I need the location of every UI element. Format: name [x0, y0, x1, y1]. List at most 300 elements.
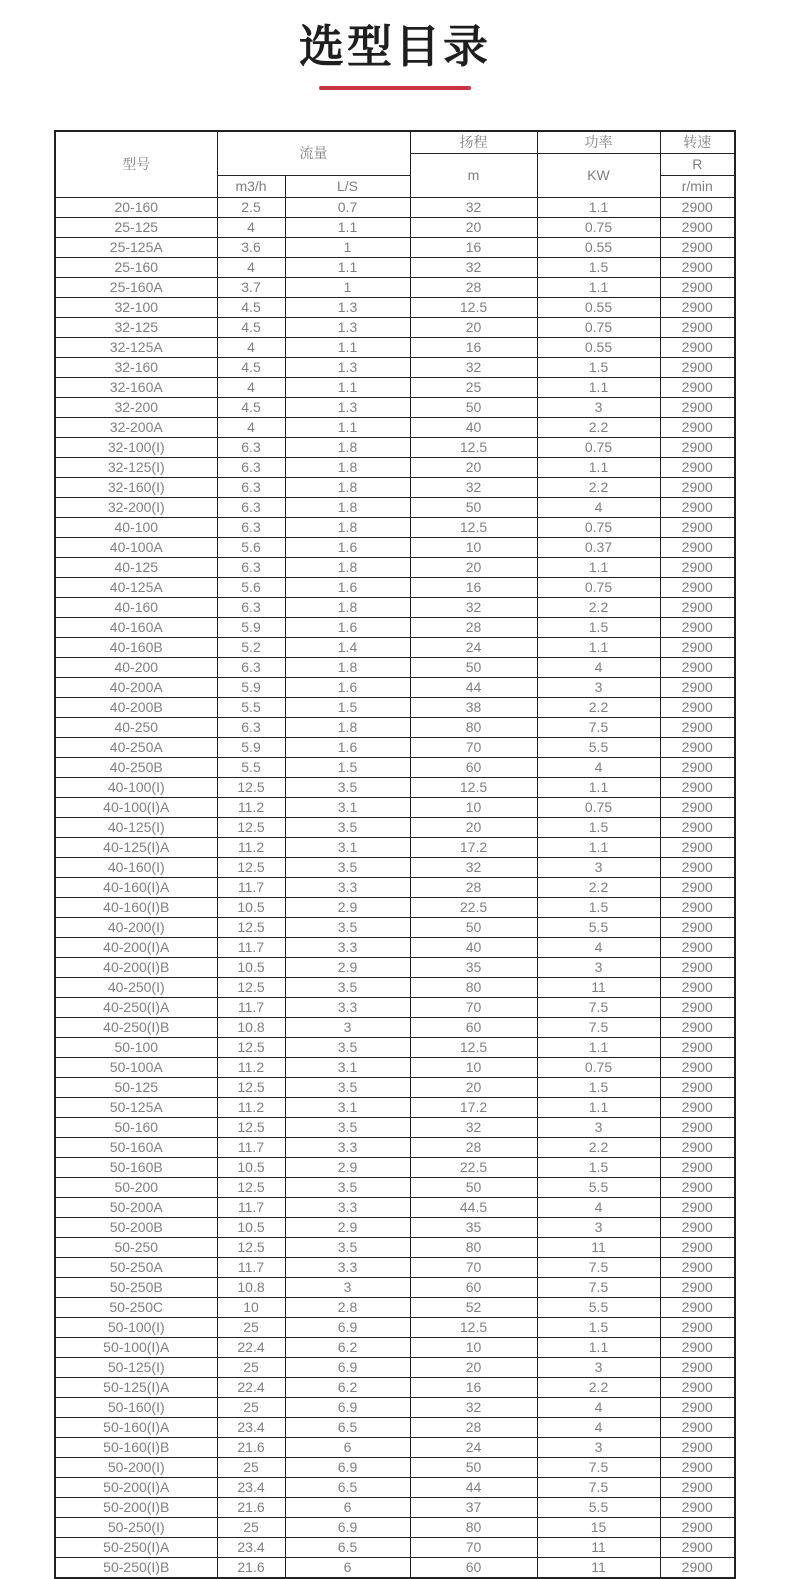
table-row: [55, 1398, 735, 1418]
table-row: [55, 1118, 735, 1138]
speed-cell: 2900: [660, 658, 735, 678]
speed-cell: 2900: [660, 978, 735, 998]
power-cell: 1.5: [537, 618, 660, 638]
flow-m3h-cell: 3.6: [217, 238, 285, 258]
speed-cell: 2900: [660, 1058, 735, 1078]
power-cell: 0.75: [537, 518, 660, 538]
table-row: [55, 798, 735, 818]
model-cell: 40-125A: [55, 578, 217, 598]
speed-cell: 2900: [660, 698, 735, 718]
model-cell: 32-125: [55, 318, 217, 338]
flow-ls-cell: 1.3: [285, 318, 410, 338]
speed-cell: 2900: [660, 478, 735, 498]
flow-m3h-cell: 23.4: [217, 1418, 285, 1438]
flow-ls-cell: 6: [285, 1558, 410, 1579]
flow-ls-cell: 3: [285, 1018, 410, 1038]
head-cell: 70: [410, 1538, 537, 1558]
speed-cell: 2900: [660, 1298, 735, 1318]
head-cell: 20: [410, 818, 537, 838]
table-row: [55, 718, 735, 738]
header-speed-r: R: [660, 154, 735, 176]
power-cell: 3: [537, 1118, 660, 1138]
power-cell: 1.1: [537, 378, 660, 398]
power-cell: 1.1: [537, 278, 660, 298]
head-cell: 24: [410, 638, 537, 658]
head-cell: 32: [410, 198, 537, 218]
flow-m3h-cell: 4.5: [217, 318, 285, 338]
power-cell: 0.75: [537, 218, 660, 238]
flow-ls-cell: 1: [285, 238, 410, 258]
table-row: [55, 398, 735, 418]
flow-ls-cell: 3.5: [285, 1178, 410, 1198]
flow-ls-cell: 1.1: [285, 378, 410, 398]
flow-m3h-cell: 23.4: [217, 1538, 285, 1558]
head-cell: 16: [410, 578, 537, 598]
power-cell: 0.55: [537, 298, 660, 318]
head-cell: 12.5: [410, 438, 537, 458]
power-cell: 1.5: [537, 258, 660, 278]
flow-ls-cell: 6.2: [285, 1338, 410, 1358]
table-row: [55, 1218, 735, 1238]
header-speed: 转速: [660, 131, 735, 154]
table-row: [55, 478, 735, 498]
flow-ls-cell: 1.6: [285, 738, 410, 758]
flow-ls-cell: 3.5: [285, 978, 410, 998]
flow-m3h-cell: 21.6: [217, 1498, 285, 1518]
head-cell: 32: [410, 1398, 537, 1418]
speed-cell: 2900: [660, 1238, 735, 1258]
head-cell: 44: [410, 678, 537, 698]
flow-m3h-cell: 2.5: [217, 198, 285, 218]
speed-cell: 2900: [660, 1018, 735, 1038]
speed-cell: 2900: [660, 798, 735, 818]
speed-cell: 2900: [660, 778, 735, 798]
model-cell: 40-125(I): [55, 818, 217, 838]
model-cell: 50-250B: [55, 1278, 217, 1298]
flow-m3h-cell: 25: [217, 1518, 285, 1538]
model-cell: 40-125: [55, 558, 217, 578]
model-cell: 40-160: [55, 598, 217, 618]
head-cell: 35: [410, 1218, 537, 1238]
flow-ls-cell: 3: [285, 1278, 410, 1298]
flow-m3h-cell: 4: [217, 338, 285, 358]
flow-m3h-cell: 11.7: [217, 1198, 285, 1218]
model-cell: 50-250(I): [55, 1518, 217, 1538]
model-cell: 50-250(I)A: [55, 1538, 217, 1558]
model-cell: 25-125: [55, 218, 217, 238]
model-cell: 32-100(I): [55, 438, 217, 458]
flow-ls-cell: 6: [285, 1438, 410, 1458]
table-row: [55, 838, 735, 858]
head-cell: 50: [410, 498, 537, 518]
flow-ls-cell: 1.8: [285, 558, 410, 578]
table-row: [55, 658, 735, 678]
table-row: [55, 1178, 735, 1198]
speed-cell: 2900: [660, 858, 735, 878]
power-cell: 7.5: [537, 1478, 660, 1498]
model-cell: 32-125(I): [55, 458, 217, 478]
flow-m3h-cell: 4: [217, 418, 285, 438]
table-row: [55, 1478, 735, 1498]
power-cell: 5.5: [537, 738, 660, 758]
power-cell: 3: [537, 1358, 660, 1378]
table-row: [55, 518, 735, 538]
speed-cell: 2900: [660, 1378, 735, 1398]
flow-ls-cell: 3.3: [285, 938, 410, 958]
model-cell: 40-200A: [55, 678, 217, 698]
table-row: [55, 778, 735, 798]
flow-ls-cell: 3.3: [285, 998, 410, 1018]
model-cell: 50-200B: [55, 1218, 217, 1238]
table-row: [55, 238, 735, 258]
power-cell: 1.1: [537, 1038, 660, 1058]
flow-ls-cell: 1.8: [285, 438, 410, 458]
table-row: [55, 1418, 735, 1438]
head-cell: 60: [410, 1558, 537, 1579]
flow-m3h-cell: 11.2: [217, 1058, 285, 1078]
power-cell: 1.5: [537, 1158, 660, 1178]
power-cell: 4: [537, 1418, 660, 1438]
power-cell: 7.5: [537, 718, 660, 738]
flow-ls-cell: 3.3: [285, 1138, 410, 1158]
head-cell: 24: [410, 1438, 537, 1458]
flow-ls-cell: 1.8: [285, 458, 410, 478]
flow-m3h-cell: 6.3: [217, 458, 285, 478]
model-cell: 32-160: [55, 358, 217, 378]
power-cell: 4: [537, 498, 660, 518]
power-cell: 11: [537, 1558, 660, 1579]
model-cell: 40-160(I): [55, 858, 217, 878]
head-cell: 60: [410, 1278, 537, 1298]
head-cell: 12.5: [410, 1038, 537, 1058]
flow-ls-cell: 3.1: [285, 798, 410, 818]
flow-m3h-cell: 10.5: [217, 1218, 285, 1238]
flow-ls-cell: 3.5: [285, 1038, 410, 1058]
table-row: [55, 198, 735, 218]
header-model: 型号: [55, 131, 217, 198]
power-cell: 1.1: [537, 458, 660, 478]
power-cell: 1.5: [537, 358, 660, 378]
flow-ls-cell: 1.6: [285, 538, 410, 558]
flow-m3h-cell: 10.5: [217, 1158, 285, 1178]
power-cell: 11: [537, 978, 660, 998]
table-row: [55, 318, 735, 338]
table-row: [55, 738, 735, 758]
model-cell: 50-160(I)A: [55, 1418, 217, 1438]
table-row: [55, 1338, 735, 1358]
table-row: [55, 758, 735, 778]
flow-ls-cell: 1.8: [285, 718, 410, 738]
head-cell: 20: [410, 558, 537, 578]
speed-cell: 2900: [660, 1478, 735, 1498]
head-cell: 12.5: [410, 778, 537, 798]
power-cell: 15: [537, 1518, 660, 1538]
speed-cell: 2900: [660, 1318, 735, 1338]
model-cell: 50-125: [55, 1078, 217, 1098]
speed-cell: 2900: [660, 458, 735, 478]
model-cell: 40-250A: [55, 738, 217, 758]
flow-ls-cell: 1.5: [285, 698, 410, 718]
flow-ls-cell: 1.5: [285, 758, 410, 778]
table-row: [55, 418, 735, 438]
flow-m3h-cell: 22.4: [217, 1378, 285, 1398]
power-cell: 1.1: [537, 1098, 660, 1118]
flow-ls-cell: 3.5: [285, 1118, 410, 1138]
head-cell: 20: [410, 458, 537, 478]
flow-m3h-cell: 12.5: [217, 1078, 285, 1098]
model-cell: 50-200: [55, 1178, 217, 1198]
model-cell: 40-250B: [55, 758, 217, 778]
speed-cell: 2900: [660, 1358, 735, 1378]
power-cell: 11: [537, 1538, 660, 1558]
power-cell: 0.75: [537, 1058, 660, 1078]
head-cell: 25: [410, 378, 537, 398]
flow-m3h-cell: 4.5: [217, 398, 285, 418]
power-cell: 2.2: [537, 698, 660, 718]
model-cell: 40-100A: [55, 538, 217, 558]
flow-m3h-cell: 22.4: [217, 1338, 285, 1358]
table-row: [55, 638, 735, 658]
speed-cell: 2900: [660, 1558, 735, 1579]
flow-m3h-cell: 11.2: [217, 1098, 285, 1118]
speed-cell: 2900: [660, 758, 735, 778]
head-cell: 80: [410, 978, 537, 998]
model-cell: 50-200(I): [55, 1458, 217, 1478]
speed-cell: 2900: [660, 638, 735, 658]
speed-cell: 2900: [660, 1038, 735, 1058]
model-cell: 40-160A: [55, 618, 217, 638]
model-cell: 40-160(I)A: [55, 878, 217, 898]
flow-m3h-cell: 11.7: [217, 998, 285, 1018]
head-cell: 44: [410, 1478, 537, 1498]
head-cell: 38: [410, 698, 537, 718]
power-cell: 1.5: [537, 898, 660, 918]
flow-m3h-cell: 10.5: [217, 898, 285, 918]
speed-cell: 2900: [660, 998, 735, 1018]
table-row: [55, 1538, 735, 1558]
table-row: [55, 218, 735, 238]
power-cell: 1.1: [537, 558, 660, 578]
head-cell: 52: [410, 1298, 537, 1318]
power-cell: 2.2: [537, 878, 660, 898]
power-cell: 4: [537, 1398, 660, 1418]
power-cell: 0.75: [537, 798, 660, 818]
model-cell: 50-250: [55, 1238, 217, 1258]
speed-cell: 2900: [660, 1218, 735, 1238]
flow-m3h-cell: 3.7: [217, 278, 285, 298]
flow-m3h-cell: 5.6: [217, 578, 285, 598]
flow-ls-cell: 6.9: [285, 1518, 410, 1538]
power-cell: 1.1: [537, 1338, 660, 1358]
table-row: [55, 558, 735, 578]
model-cell: 40-250(I): [55, 978, 217, 998]
power-cell: 7.5: [537, 1258, 660, 1278]
flow-m3h-cell: 12.5: [217, 778, 285, 798]
head-cell: 50: [410, 398, 537, 418]
table-row: [55, 578, 735, 598]
flow-ls-cell: 6.9: [285, 1398, 410, 1418]
table-row: [55, 1298, 735, 1318]
head-cell: 10: [410, 538, 537, 558]
model-cell: 40-125(I)A: [55, 838, 217, 858]
flow-ls-cell: 1: [285, 278, 410, 298]
table-row: [55, 358, 735, 378]
model-cell: 50-100: [55, 1038, 217, 1058]
flow-m3h-cell: 21.6: [217, 1558, 285, 1579]
model-cell: 40-100(I): [55, 778, 217, 798]
speed-cell: 2900: [660, 538, 735, 558]
power-cell: 3: [537, 1218, 660, 1238]
head-cell: 28: [410, 1138, 537, 1158]
table-row: [55, 858, 735, 878]
speed-cell: 2900: [660, 1278, 735, 1298]
model-cell: 50-200(I)A: [55, 1478, 217, 1498]
flow-m3h-cell: 4.5: [217, 358, 285, 378]
speed-cell: 2900: [660, 1458, 735, 1478]
speed-cell: 2900: [660, 278, 735, 298]
table-row: [55, 258, 735, 278]
power-cell: 2.2: [537, 1378, 660, 1398]
table-row: [55, 1518, 735, 1538]
header-head: 扬程: [410, 131, 537, 154]
model-cell: 32-100: [55, 298, 217, 318]
power-cell: 2.2: [537, 1138, 660, 1158]
speed-cell: 2900: [660, 598, 735, 618]
flow-ls-cell: 3.5: [285, 1078, 410, 1098]
head-cell: 50: [410, 918, 537, 938]
table-row: [55, 698, 735, 718]
speed-cell: 2900: [660, 1258, 735, 1278]
speed-cell: 2900: [660, 258, 735, 278]
table-row: [55, 498, 735, 518]
flow-m3h-cell: 5.9: [217, 738, 285, 758]
flow-ls-cell: 1.1: [285, 338, 410, 358]
speed-cell: 2900: [660, 298, 735, 318]
flow-m3h-cell: 10.8: [217, 1018, 285, 1038]
model-cell: 50-250(I)B: [55, 1558, 217, 1579]
head-cell: 50: [410, 1178, 537, 1198]
model-cell: 50-250A: [55, 1258, 217, 1278]
flow-ls-cell: 1.1: [285, 258, 410, 278]
speed-cell: 2900: [660, 1098, 735, 1118]
flow-ls-cell: 1.8: [285, 658, 410, 678]
flow-m3h-cell: 21.6: [217, 1438, 285, 1458]
head-cell: 32: [410, 358, 537, 378]
flow-ls-cell: 3.5: [285, 858, 410, 878]
flow-m3h-cell: 12.5: [217, 1038, 285, 1058]
flow-m3h-cell: 6.3: [217, 438, 285, 458]
speed-cell: 2900: [660, 218, 735, 238]
head-cell: 12.5: [410, 518, 537, 538]
speed-cell: 2900: [660, 418, 735, 438]
flow-m3h-cell: 6.3: [217, 658, 285, 678]
flow-m3h-cell: 6.3: [217, 558, 285, 578]
head-cell: 12.5: [410, 298, 537, 318]
speed-cell: 2900: [660, 198, 735, 218]
head-cell: 12.5: [410, 1318, 537, 1338]
model-cell: 50-160(I): [55, 1398, 217, 1418]
power-cell: 0.37: [537, 538, 660, 558]
power-cell: 0.75: [537, 438, 660, 458]
speed-cell: 2900: [660, 1518, 735, 1538]
model-cell: 40-100: [55, 518, 217, 538]
flow-ls-cell: 3.5: [285, 818, 410, 838]
speed-cell: 2900: [660, 358, 735, 378]
model-cell: 32-160A: [55, 378, 217, 398]
flow-ls-cell: 1.6: [285, 578, 410, 598]
flow-ls-cell: 1.3: [285, 398, 410, 418]
head-cell: 32: [410, 258, 537, 278]
head-cell: 32: [410, 598, 537, 618]
head-cell: 20: [410, 218, 537, 238]
table-row: [55, 878, 735, 898]
flow-m3h-cell: 6.3: [217, 478, 285, 498]
power-cell: 0.75: [537, 578, 660, 598]
flow-ls-cell: 3.3: [285, 1198, 410, 1218]
head-cell: 50: [410, 658, 537, 678]
table-row: [55, 1458, 735, 1478]
power-cell: 4: [537, 758, 660, 778]
power-cell: 7.5: [537, 1458, 660, 1478]
speed-cell: 2900: [660, 1498, 735, 1518]
model-cell: 40-200(I)B: [55, 958, 217, 978]
power-cell: 7.5: [537, 1278, 660, 1298]
power-cell: 0.55: [537, 238, 660, 258]
table-row: [55, 1558, 735, 1579]
power-cell: 0.75: [537, 318, 660, 338]
head-cell: 28: [410, 878, 537, 898]
table-row: [55, 978, 735, 998]
head-cell: 32: [410, 1118, 537, 1138]
flow-m3h-cell: 12.5: [217, 858, 285, 878]
head-cell: 10: [410, 1338, 537, 1358]
table-row: [55, 298, 735, 318]
model-cell: 50-100(I): [55, 1318, 217, 1338]
flow-m3h-cell: 12.5: [217, 1238, 285, 1258]
flow-ls-cell: 2.9: [285, 1218, 410, 1238]
speed-cell: 2900: [660, 318, 735, 338]
flow-ls-cell: 3.3: [285, 1258, 410, 1278]
speed-cell: 2900: [660, 618, 735, 638]
power-cell: 11: [537, 1238, 660, 1258]
speed-cell: 2900: [660, 498, 735, 518]
table-row: [55, 458, 735, 478]
model-cell: 25-125A: [55, 238, 217, 258]
flow-m3h-cell: 10.8: [217, 1278, 285, 1298]
flow-m3h-cell: 12.5: [217, 1118, 285, 1138]
flow-ls-cell: 6.9: [285, 1318, 410, 1338]
speed-cell: 2900: [660, 518, 735, 538]
flow-ls-cell: 6.5: [285, 1538, 410, 1558]
model-cell: 32-200A: [55, 418, 217, 438]
power-cell: 5.5: [537, 1298, 660, 1318]
header-flow: 流量: [217, 131, 410, 176]
power-cell: 3: [537, 398, 660, 418]
speed-cell: 2900: [660, 338, 735, 358]
power-cell: 4: [537, 938, 660, 958]
flow-m3h-cell: 25: [217, 1458, 285, 1478]
flow-m3h-cell: 10.5: [217, 958, 285, 978]
power-cell: 5.5: [537, 1498, 660, 1518]
speed-cell: 2900: [660, 898, 735, 918]
table-row: [55, 958, 735, 978]
power-cell: 1.5: [537, 1318, 660, 1338]
speed-cell: 2900: [660, 1178, 735, 1198]
flow-m3h-cell: 25: [217, 1318, 285, 1338]
head-cell: 20: [410, 1358, 537, 1378]
model-cell: 25-160: [55, 258, 217, 278]
flow-m3h-cell: 5.9: [217, 618, 285, 638]
